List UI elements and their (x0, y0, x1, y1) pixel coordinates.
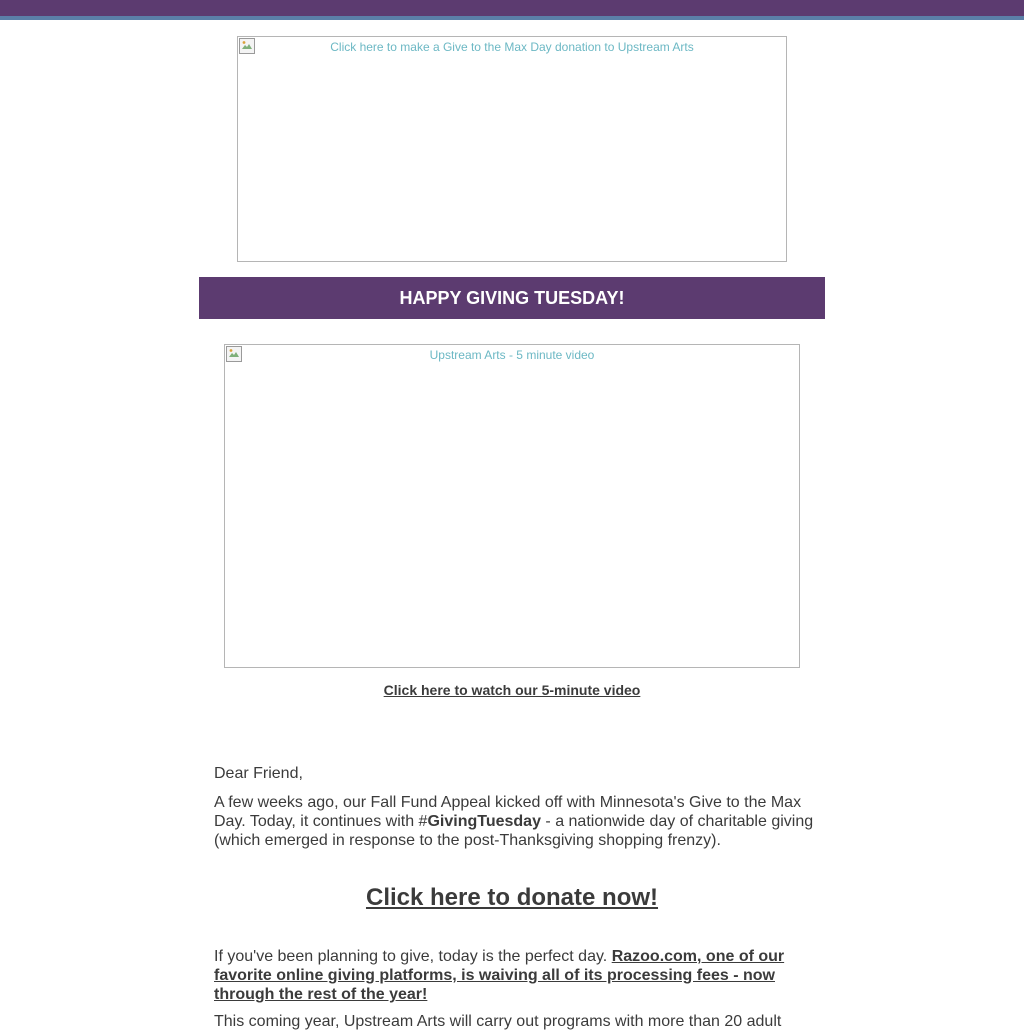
giving-tuesday-banner: HAPPY GIVING TUESDAY! (199, 277, 825, 319)
para1-text-a: A few weeks ago, our Fall Fund Appeal kicked off with Minnesota's Give to the Max Day. Today, it continues with # (214, 794, 802, 830)
giving-tuesday-hashtag: GivingTuesday (427, 813, 541, 830)
donate-now-link[interactable]: Click here to donate now! (365, 884, 659, 911)
header-bar (0, 0, 1024, 16)
letter-paragraph-1 (214, 793, 814, 850)
give-to-max-donation-image[interactable] (237, 36, 787, 262)
letter-greeting: Dear Friend, (214, 765, 303, 782)
letter-paragraph-2 (214, 947, 814, 1004)
razoo-link[interactable]: Razoo.com, one of our favorite online giving platforms, is waiving all of its processing fees - now through the rest of the year! (214, 948, 785, 1003)
letter-paragraph-3: This coming year, Upstream Arts will carry out programs with more than 20 adult (214, 1013, 782, 1030)
para1-text-b: - a nationwide day of charitable giving (which emerged in response to the post-Thanksgiving shopping frenzy). (214, 813, 814, 849)
video-image-alt-text: Upstream Arts - 5 minute video (429, 348, 595, 362)
hero-image-alt-text: Click here to make a Give to the Max Day donation to Upstream Arts (330, 40, 694, 54)
video-thumbnail-image[interactable] (224, 344, 800, 668)
header-stripe (0, 16, 1024, 20)
watch-video-link[interactable]: Click here to watch our 5-minute video (383, 682, 641, 698)
para2-text: If you've been planning to give, today is the perfect day. (214, 948, 612, 965)
